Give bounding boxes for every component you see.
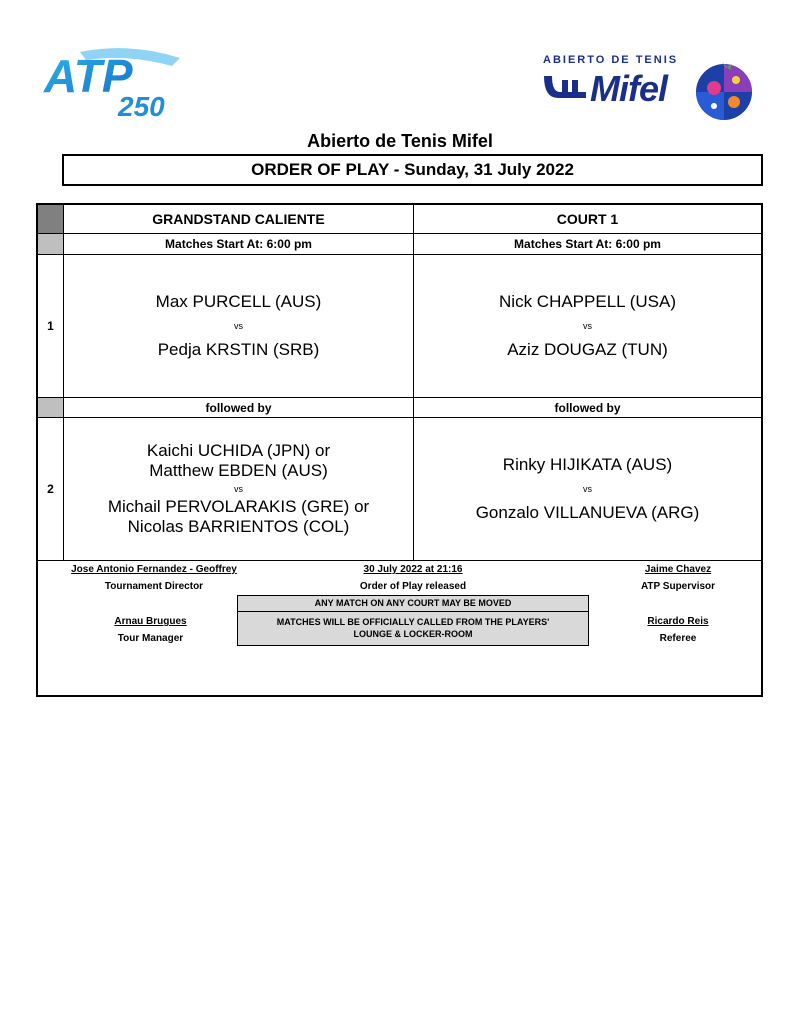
mifel-logo-tagline: ABIERTO DE TENIS [543,54,679,66]
court-header-court-1: COURT 1 [414,205,761,234]
mifel-mark-icon [542,72,590,102]
vs-label: vs [234,484,243,494]
vs-label: vs [234,321,243,331]
followed-by-label: followed by [64,398,414,418]
notice-officially-called: MATCHES WILL BE OFFICIALLY CALLED FROM THE PLAYERS' LOUNGE & LOCKER-ROOM [237,611,589,646]
player-name: Gonzalo VILLANUEVA (ARG) [475,503,700,522]
player-name: Aziz DOUGAZ (TUN) [507,340,668,359]
player-name: Rinky HIJIKATA (AUS) [502,455,673,474]
tournament-director-name: Jose Antonio Fernandez - Geoffrey [71,564,237,575]
atp-logo-graphic [40,46,185,118]
order-of-play-table [36,203,763,697]
tour-manager-name: Arnau Brugues [114,616,187,627]
start-row-marker [38,234,64,255]
followed-by-label: followed by [414,398,761,418]
atp-supervisor-role: ATP Supervisor [640,581,716,592]
player-name: Nicolas BARRIENTOS (COL) [127,517,350,536]
court-header-grandstand: GRANDSTAND CALIENTE [64,205,414,234]
notice-match-moved: ANY MATCH ON ANY COURT MAY BE MOVED [237,595,589,612]
atp-logo-number: 250 [118,91,165,118]
match-cell [64,418,414,561]
referee-role: Referee [659,633,697,644]
tournament-title: Abierto de Tenis Mifel [307,131,493,151]
corner-cell [38,205,64,234]
player-name: Nick CHAPPELL (USA) [499,292,676,311]
player-name: Kaichi UCHIDA (JPN) or [146,441,331,460]
player-name: Michail PERVOLARAKIS (GRE) or [107,497,370,516]
mifel-logo-name: Mifel [590,68,668,109]
vs-label: vs [583,321,592,331]
start-time-court-1: Matches Start At: 6:00 pm [414,234,761,255]
order-of-play-heading: ORDER OF PLAY - Sunday, 31 July 2022 [62,154,763,186]
mifel-logo [540,50,760,128]
followed-row-marker [38,398,64,418]
player-name: Max PURCELL (AUS) [155,292,322,311]
match-cell [64,255,414,398]
release-timestamp: 30 July 2022 at 21:16 [363,564,463,575]
tour-manager-role: Tour Manager [117,633,184,644]
match-cell [414,255,761,398]
player-name: Pedja KRSTIN (SRB) [157,340,320,359]
referee-name: Ricardo Reis [647,616,709,627]
release-label: Order of Play released [359,581,467,592]
match-cell [414,418,761,561]
tournament-director-role: Tournament Director [104,581,204,592]
player-name: Matthew EBDEN (AUS) [149,461,328,480]
tennis-ball-icon [692,58,756,122]
round-number: 1 [38,255,64,398]
atp-250-logo [40,46,185,118]
vs-label: vs [583,484,592,494]
atp-logo-text: ATP [44,50,133,102]
start-time-grandstand: Matches Start At: 6:00 pm [64,234,414,255]
atp-supervisor-name: Jaime Chavez [644,564,712,575]
round-number: 2 [38,418,64,561]
